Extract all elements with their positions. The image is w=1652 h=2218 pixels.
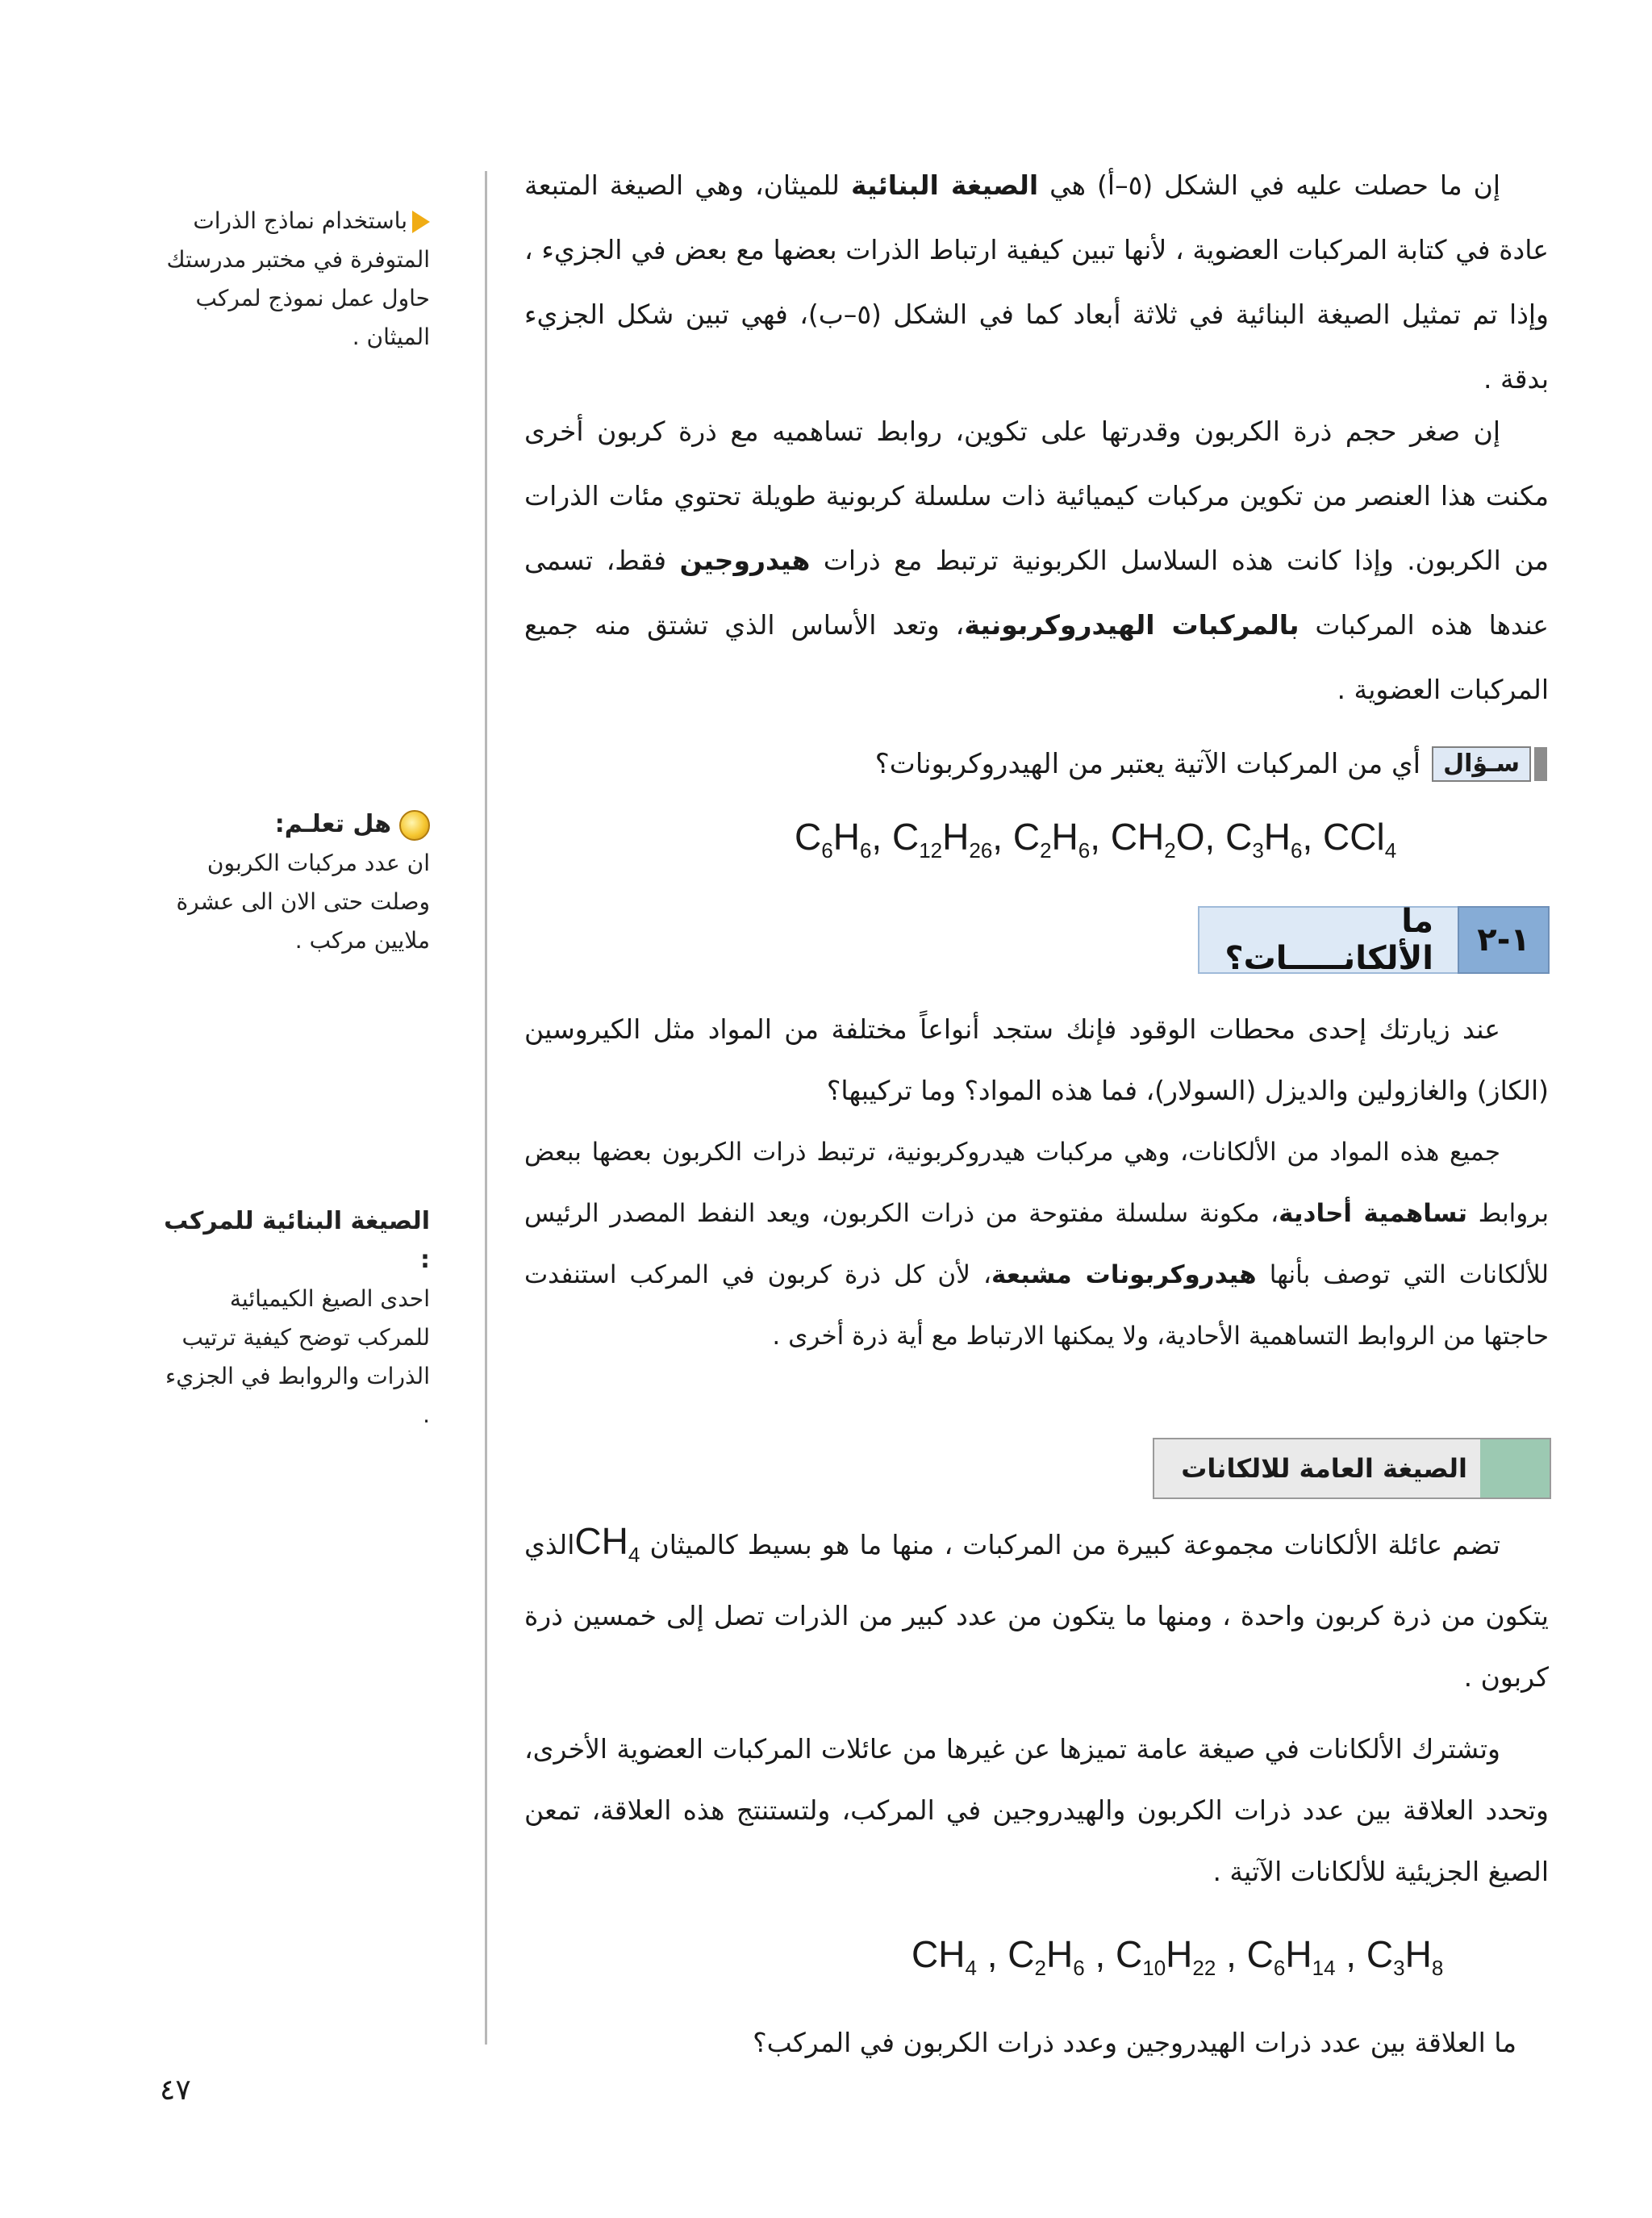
paragraph-carbon-chains: [524, 399, 1549, 722]
text-run: الذي يتكون من ذرة كربون واحدة ، ومنها ما يتكون من عدد كبير من الذرات تصل إلى خمسين ذرة كربون .: [524, 1529, 1549, 1694]
text-run: ، مكونة سلسلة مفتوحة من ذرات الكربون، ويعد النفط المصدر الرئيس للألكانات التي توصف بأنها: [524, 1199, 1549, 1289]
formula-separator: ,: [1302, 816, 1324, 858]
text-run: جميع هذه المواد من الألكانات، وهي مركبات هيدروكربونية، ترتبط ذرات الكربون بعضها ببعض بروابط: [524, 1138, 1549, 1228]
section-title: ما الألكانـــــات؟: [1198, 906, 1458, 974]
text-run: فقط، تسمى عندها هذه المركبات: [524, 545, 1550, 641]
chemical-formula: $C_{10}H_{22}$: [1116, 1933, 1216, 1981]
formula-list-hydrocarbons: [795, 815, 1396, 863]
term-single-covalent: تساهمية أحادية: [1279, 1199, 1468, 1228]
chemical-formula: $C_6H_6$: [795, 816, 872, 863]
paragraph-alkanes-definition: [524, 1122, 1549, 1367]
lightbulb-icon: [399, 810, 430, 841]
question-row: [875, 746, 1547, 782]
formula-separator: ,: [1204, 816, 1226, 858]
fuel-station-text: عند زيارتك إحدى محطات الوقود فإنك ستجد أنواعاً مختلفة من المواد مثل الكيروسين (الكاز) والغازولين والديزل (السولار)، فما هذه المواد؟ وما تركيبها؟: [524, 1013, 1549, 1106]
chemical-formula: CCl$_4$: [1323, 816, 1397, 863]
chemical-formula: $C_{12}H_{26}$: [891, 816, 993, 863]
definition-text: احدى الصيغ الكيميائية للمركب توضح كيفية ترتيب الذرات والروابط في الجزيء .: [165, 1285, 430, 1428]
section-heading: [1198, 903, 1550, 977]
paragraph-fuel-station: [524, 999, 1549, 1122]
formula-sub: 4: [628, 1543, 640, 1568]
chemical-formula: $CH_2O$: [1110, 816, 1205, 863]
did-you-know-title: هل تعلـم:: [274, 810, 391, 838]
text-run: إن ما حصلت عليه في الشكل (٥–أ) هي: [1038, 169, 1501, 201]
question-label: سـؤال: [1432, 746, 1531, 782]
text-run: إن صغر حجم ذرة الكربون وقدرتها على تكوين، روابط تساهميه مع ذرة كربون أخرى مكنت هذا العنصر من تكوين مركبات كيميائية ذات سلسلة كربونية طويلة تحتوي مئات الذرات من الكربون. وإذا كانت هذه السلاسل الكربونية ترتبط مع ذرات: [524, 416, 1549, 576]
term-structural-formula: الصيغة البنائية: [850, 169, 1039, 201]
chemical-formula: $C_2H_6$: [1007, 1933, 1085, 1981]
subsection-bar: [1480, 1439, 1550, 1497]
paragraph-alkane-family: [524, 1510, 1549, 1708]
sidebar-did-you-know: [156, 805, 430, 960]
arrow-icon: [412, 211, 430, 233]
subsection-heading: [1153, 1438, 1551, 1499]
final-question-text: ما العلاقة بين عدد ذرات الهيدروجين وعدد ذرات الكربون في المركب؟: [753, 2027, 1516, 2058]
subsection-title: الصيغة العامة للالكانات: [1154, 1439, 1480, 1497]
text-run: ، وتعد الأساس الذي تشتق منه جميع المركبات العضوية .: [524, 609, 1549, 705]
text-run: للميثان، وهي الصيغة المتبعة عادة في كتابة المركبات العضوية ، لأنها تبين كيفية ارتباط الذرات بعضها مع بعض في الجزيء ، وإذا تم تمثيل الصيغة البنائية في ثلاثة أبعاد كما في الشكل (٥–ب)، فهي تبين شكل الجزيء بدقة .: [524, 169, 1549, 395]
general-formula-text: وتشترك الألكانات في صيغة عامة تميزها عن غيرها من عائلات المركبات العضوية الأخرى، وتحدد العلاقة بين عدد ذرات الكربون والهيدروجين في المركب، ولتستنتج هذه العلاقة، تمعن الصيغ الجزيئية للألكانات الآتية .: [524, 1733, 1549, 1887]
formula-separator: ,: [1216, 1933, 1247, 1975]
sidebar-definition: [156, 1202, 430, 1435]
chemical-formula: $CH_4$: [912, 1933, 977, 1981]
formula-separator: ,: [1084, 1933, 1116, 1975]
formula-base: CH: [574, 1520, 628, 1562]
paragraph-general-formula: [524, 1719, 1549, 1903]
formula-separator: ,: [1335, 1933, 1366, 1975]
term-hydrogen: هيدروجين: [679, 545, 811, 576]
question-text: أي من المركبات الآتية يعتبر من الهيدروكربونات؟: [874, 748, 1421, 780]
chemical-formula: $C_6H_{14}$: [1246, 1933, 1336, 1981]
text-run: ، لأن كل ذرة كربون في المركب استنفدت حاجتها من الروابط التساهمية الأحادية، ولا يمكنها الارتباط مع أية ذرة أخرى .: [524, 1260, 1549, 1351]
text-run: تضم عائلة الألكانات مجموعة كبيرة من المركبات ، منها ما هو بسيط كالميثان: [640, 1529, 1500, 1560]
inline-formula-methane: [574, 1520, 640, 1568]
term-saturated-hydrocarbons: هيدروكربونات مشبعة: [991, 1260, 1257, 1289]
page-number: ٤٧: [160, 2074, 191, 2107]
formula-list-alkanes: [912, 1932, 1443, 1981]
formula-separator: ,: [992, 816, 1013, 858]
chemical-formula: $C_3H_8$: [1366, 1933, 1444, 1981]
chemical-formula: $C_2H_6$: [1012, 816, 1091, 863]
question-bar: [1534, 747, 1547, 781]
sidebar-note-models-text: باستخدام نماذج الذرات المتوفرة في مختبر مدرستك حاول عمل نموذج لمركب الميثان .: [166, 207, 430, 350]
formula-separator: ,: [871, 816, 892, 858]
term-hydrocarbons: بالمركبات الهيدروكربونية: [964, 609, 1299, 641]
paragraph-structural-formula: [524, 153, 1549, 411]
did-you-know-text: ان عدد مركبات الكربون وصلت حتى الان الى عشرة ملايين مركب .: [176, 850, 430, 954]
column-divider: [485, 171, 487, 2045]
formula-separator: ,: [1090, 816, 1111, 858]
formula-separator: ,: [976, 1933, 1008, 1975]
section-number: ١-٢: [1458, 906, 1550, 974]
sidebar-note-models: [156, 202, 430, 357]
chemical-formula: $C_3H_6$: [1225, 816, 1303, 863]
definition-title: الصيغة البنائية للمركب :: [164, 1207, 430, 1274]
final-question: [524, 2011, 1549, 2075]
